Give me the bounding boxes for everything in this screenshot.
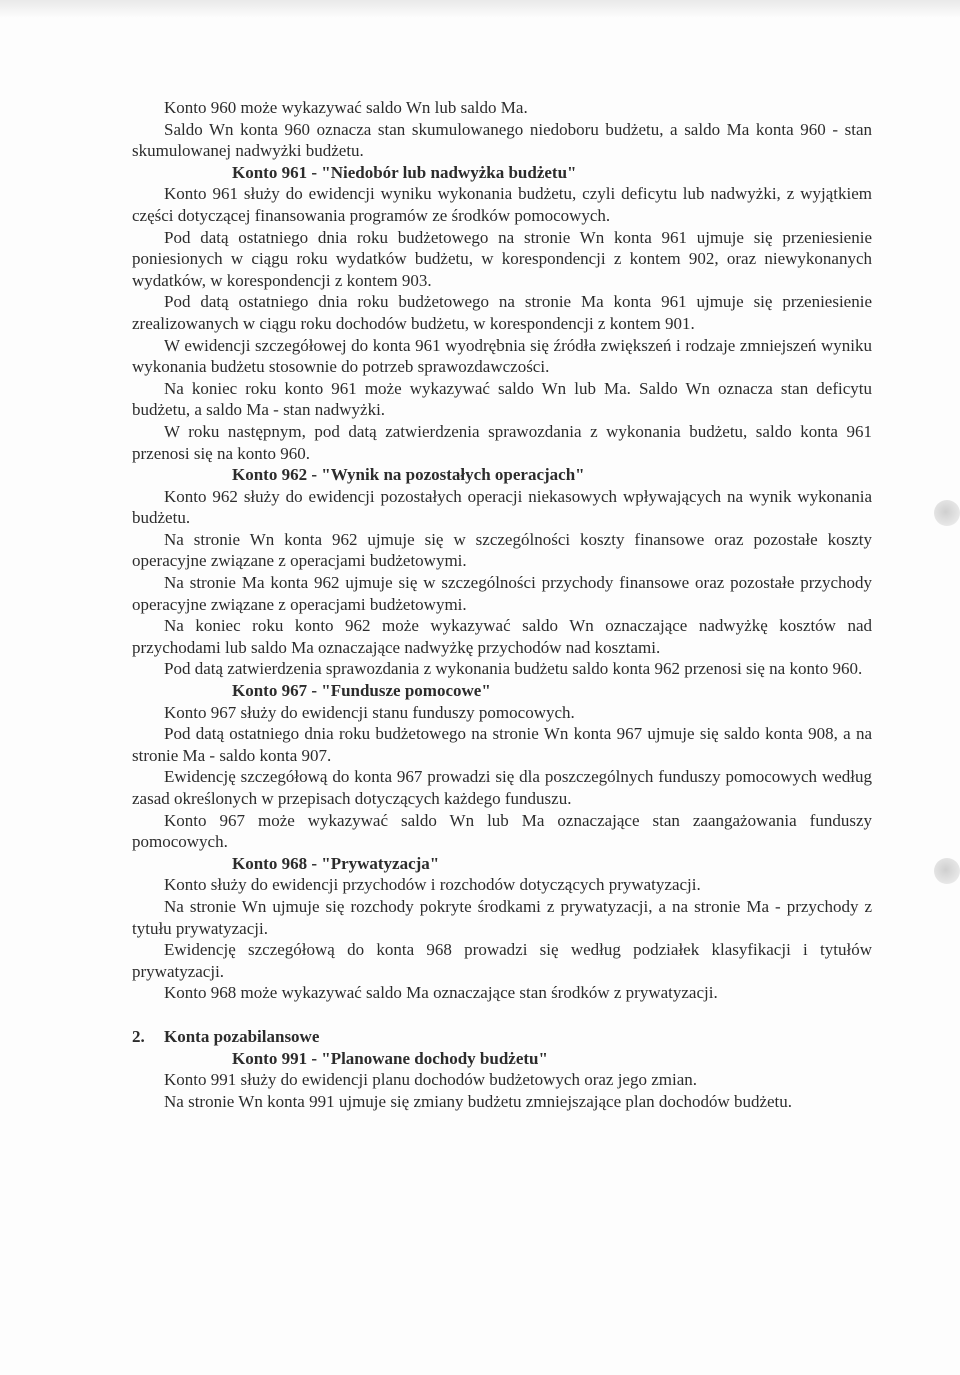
paragraph: W roku następnym, pod datą zatwierdzenia sprawozdania z wykonania budżetu, saldo konta 961 przenosi się na konto 960. [132,421,872,463]
paragraph: Na stronie Ma konta 962 ujmuje się w szczególności przychody finansowe oraz pozostałe przychody operacyjne związane z operacjami budżetowymi. [132,573,872,614]
paragraph: Konto 967 służy do ewidencji stanu funduszy pomocowych. [164,702,575,722]
paragraph: Na stronie Wn konta 962 ujmuje się w szczególności koszty finansowe oraz pozostałe koszty operacyjne związane z operacjami budżetowymi. [132,529,872,571]
paragraph: Pod datą ostatniego dnia roku budżetowego na stronie Wn konta 967 ujmuje się saldo konta 908, a na stronie Ma - saldo konta 907. [132,724,872,765]
account-heading-968: Konto 968 - "Prywatyzacja" [232,853,440,873]
paragraph: W ewidencji szczegółowej do konta 961 wyodrębnia się źródła zwiększeń i rodzaje zmniejszeń wyniku wykonania budżetu stosownie do potrzeb sprawozdawczości. [132,335,872,377]
paragraph: Pod datą zatwierdzenia sprawozdania z wykonania budżetu saldo konta 962 przenosi się na konto 960. [164,659,863,679]
paragraph: Konto służy do ewidencji przychodów i rozchodów dotyczących prywatyzacji. [164,875,701,895]
account-heading-991: Konto 991 - "Planowane dochody budżetu" [232,1048,548,1068]
paragraph: Pod datą ostatniego dnia roku budżetowego na stronie Wn konta 961 ujmuje się przeniesienie poniesionych w ciągu roku wydatków budżetu, w korespondencji z kontem 902, oraz niewykonanych wydatków, w korespondencji z kontem 903. [132,227,872,290]
paragraph: Konto 960 może wykazywać saldo Wn lub saldo Ma. [164,98,528,117]
paragraph: Konto 961 służy do ewidencji wyniku wykonania budżetu, czyli deficytu lub nadwyżki, z wyjątkiem części dotyczącej finansowania programów ze środków pomocowych. [132,184,872,225]
punch-hole-mark [934,858,960,884]
paragraph: Saldo Wn konta 960 oznacza stan skumulowanego niedoboru budżetu, a saldo Ma konta 960 - stan skumulowanej nadwyżki budżetu. [132,119,872,161]
paragraph: Ewidencję szczegółową do konta 968 prowadzi się według podziałek klasyfikacji i tytułów prywatyzacji. [132,940,872,981]
paragraph: Pod datą ostatniego dnia roku budżetowego na stronie Ma konta 961 ujmuje się przeniesienie zrealizowanych w ciągu roku dochodów budżetu, w korespondencji z kontem 901. [132,292,872,333]
section-heading [132,1026,872,1048]
paragraph: Na stronie Wn ujmuje się rozchody pokryte środkami z prywatyzacji, a na stronie Ma - przychody z tytułu prywatyzacji. [132,896,872,938]
paragraph: Konto 968 może wykazywać saldo Ma oznaczające stan środków z prywatyzacji. [164,983,718,1003]
account-heading-961: Konto 961 - "Niedobór lub nadwyżka budżetu" [232,162,577,182]
paragraph: Na koniec roku konto 961 może wykazywać saldo Wn lub Ma. Saldo Wn oznacza stan deficytu budżetu, a saldo Ma - stan nadwyżki. [132,378,872,420]
scan-edge-shadow [0,0,960,18]
paragraph: Konto 962 służy do ewidencji pozostałych operacji niekasowych wpływających na wynik wykonania budżetu. [132,486,872,528]
account-heading-967: Konto 967 - "Fundusze pomocowe" [232,681,491,701]
paragraph: Konto 991 służy do ewidencji planu dochodów budżetowych oraz jego zmian. [164,1070,698,1090]
punch-hole-mark [934,500,960,526]
section-number: 2. [132,1026,145,1046]
paragraph: Ewidencję szczegółową do konta 967 prowadzi się dla poszczególnych funduszy pomocowych według zasad określonych w przepisach dotyczących każdego funduszu. [132,767,872,808]
section-title-text: Konta pozabilansowe [164,1026,320,1046]
account-heading-962: Konto 962 - "Wynik na pozostałych operacjach" [232,465,585,485]
document-body [132,97,872,1112]
paragraph: Konto 967 może wykazywać saldo Wn lub Ma oznaczające stan zaangażowania funduszy pomocowych. [132,810,872,852]
paragraph: Na stronie Wn konta 991 ujmuje się zmiany budżetu zmniejszające plan dochodów budżetu. [164,1091,793,1111]
paragraph: Na koniec roku konto 962 może wykazywać saldo Wn oznaczające nadwyżkę kosztów nad przychodami lub saldo Ma oznaczające nadwyżkę przychodów nad kosztami. [132,616,872,657]
